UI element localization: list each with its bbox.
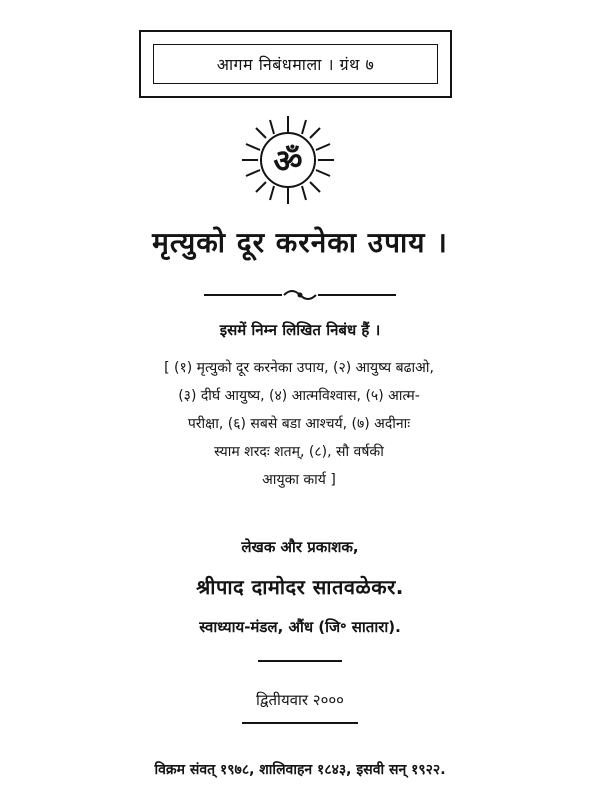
contents-list — [118, 354, 480, 494]
om-glyph: ॐ — [273, 142, 303, 180]
om-emblem-icon — [228, 110, 348, 210]
contents-intro: इसमें निम्न लिखित निबंध हैं । — [219, 321, 381, 339]
series-label: आगम निबंधमाला । ग्रंथ ७ — [153, 44, 438, 84]
series-box — [139, 30, 452, 98]
publisher-organization: स्वाध्याय-मंडल, औंध (जि॰ सातारा). — [199, 618, 401, 636]
divider — [258, 660, 342, 662]
contents-line: आयुका कार्य ] — [262, 472, 336, 488]
author-name: श्रीपाद दामोदर सातवळेकर. — [196, 575, 404, 599]
publication-dates: विक्रम संवत् १९७८, शालिवाहन १८४३, इसवी सन् १९२२. — [154, 762, 446, 778]
page-title: मृत्युको दूर करनेका उपाय । — [152, 226, 448, 259]
contents-line: परीक्षा, (६) सबसे बडा आश्चर्य, (७) अदीनाः — [187, 416, 411, 432]
ornament-divider — [200, 288, 400, 302]
byline: लेखक और प्रकाशक, — [241, 538, 359, 556]
edition-note: द्वितीयवार २००० — [256, 691, 344, 709]
contents-line: (३) दीर्घ आयुष्य, (४) आत्मविश्वास, (५) आत्म- — [178, 388, 420, 404]
divider — [242, 722, 358, 724]
contents-line: [ (१) मृत्युको दूर करनेका उपाय, (२) आयुष्य बढाओ, — [164, 360, 434, 376]
contents-line: स्याम शरदः शतम्, (८), सौ वर्षकी — [214, 444, 384, 460]
